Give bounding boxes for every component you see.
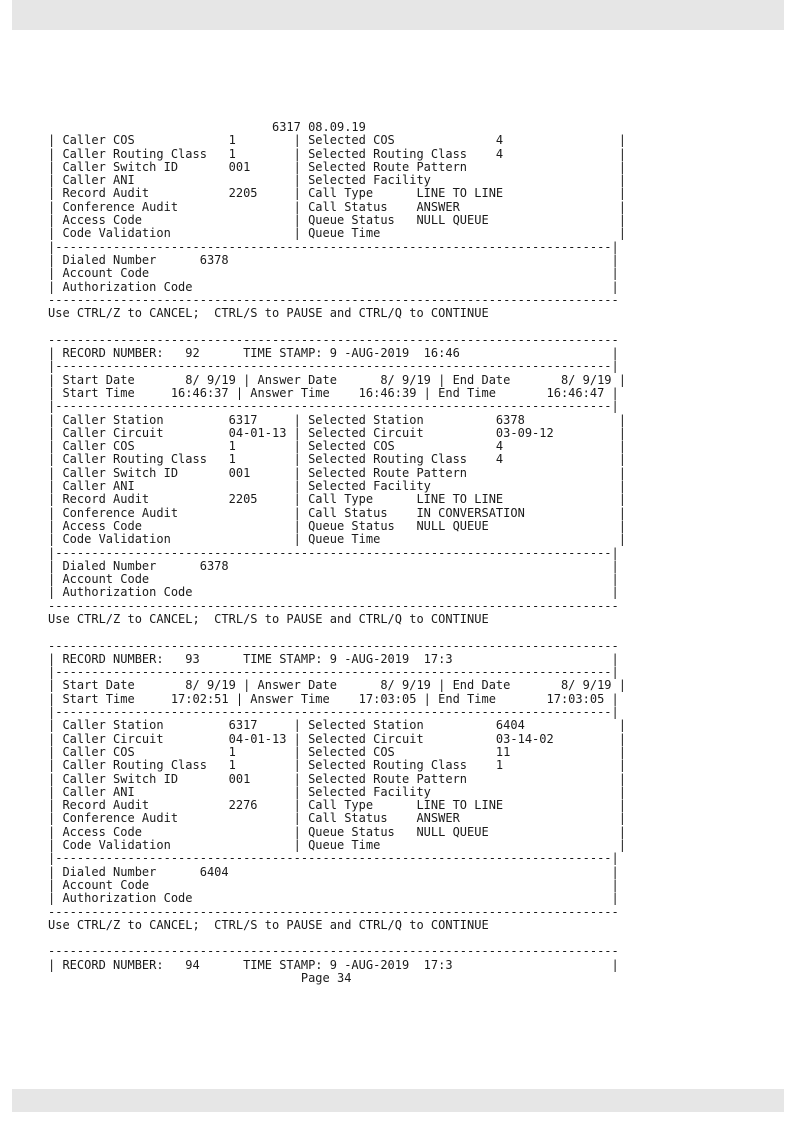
printout-line: | Conference Audit | Call Status ANSWER |: [48, 811, 626, 826]
printout-line: Use CTRL/Z to CANCEL; CTRL/S to PAUSE and CTRL/Q to CONTINUE: [48, 917, 489, 932]
printout-line: | Authorization Code |: [48, 585, 619, 600]
printout-line: | RECORD NUMBER: 92 TIME STAMP: 9 -AUG-2019 16:46 |: [48, 346, 619, 361]
printout-line: | Caller Circuit 04-01-13 | Selected Circuit 03-09-12 |: [48, 425, 626, 440]
printout-line: -------------------------------------------------------------------------------: [48, 598, 619, 613]
printout-line: | Dialed Number 6404 |: [48, 864, 619, 879]
call-record-printout: [48, 121, 626, 985]
printout-line: | Caller COS 1 | Selected COS 4 |: [48, 439, 626, 454]
printout-line: | Caller Station 6317 | Selected Station 6404 |: [48, 718, 626, 733]
printout-line: -------------------------------------------------------------------------------: [48, 292, 619, 307]
printout-line: -------------------------------------------------------------------------------: [48, 904, 619, 919]
printout-line: |-----------------------------------------------------------------------------|: [48, 399, 619, 414]
printout-line: |-----------------------------------------------------------------------------|: [48, 359, 619, 374]
printout-line: | Dialed Number 6378 |: [48, 558, 619, 573]
printout-line: | Account Code |: [48, 266, 619, 281]
printout-line: | Account Code |: [48, 572, 619, 587]
printout-line: -------------------------------------------------------------------------------: [48, 944, 619, 959]
printout-line: | Conference Audit | Call Status ANSWER |: [48, 199, 626, 214]
printout-line: | Caller Routing Class 1 | Selected Routing Class 4 |: [48, 452, 626, 467]
scan-top-band: [12, 0, 784, 30]
printout-line: | Caller Routing Class 1 | Selected Routing Class 1 |: [48, 758, 626, 773]
printout-line: | Access Code | Queue Status NULL QUEUE |: [48, 518, 626, 533]
printout-line: -------------------------------------------------------------------------------: [48, 332, 619, 347]
printout-line: | Caller Circuit 04-01-13 | Selected Circuit 03-14-02 |: [48, 731, 626, 746]
printout-line: | Conference Audit | Call Status IN CONVERSATION |: [48, 505, 626, 520]
printout-line: | Caller Station 6317 | Selected Station 6378 |: [48, 412, 626, 427]
printout-line: | Caller Switch ID 001 | Selected Route Pattern |: [48, 771, 626, 786]
printout-line: 6317 08.09.19: [48, 120, 366, 134]
printout-line: | Caller COS 1 | Selected COS 11 |: [48, 744, 626, 759]
printout-line: | Caller ANI | Selected Facility |: [48, 784, 626, 799]
printout-line: | Record Audit 2205 | Call Type LINE TO LINE |: [48, 186, 626, 201]
printout-line: | Access Code | Queue Status NULL QUEUE |: [48, 213, 626, 228]
printout-line: | Dialed Number 6378 |: [48, 252, 619, 267]
printout-line: | RECORD NUMBER: 93 TIME STAMP: 9 -AUG-2019 17:3 |: [48, 651, 619, 666]
printout-line: | Authorization Code |: [48, 279, 619, 294]
printout-line: | Caller ANI | Selected Facility |: [48, 173, 626, 188]
printout-line: | Caller COS 1 | Selected COS 4 |: [48, 133, 626, 148]
printout-line: |-----------------------------------------------------------------------------|: [48, 851, 619, 866]
printout-line: | Start Date 8/ 9/19 | Answer Date 8/ 9/19 | End Date 8/ 9/19 |: [48, 678, 626, 693]
printout-line: | Code Validation | Queue Time |: [48, 838, 626, 853]
printout-line: |-----------------------------------------------------------------------------|: [48, 239, 619, 254]
printout-line: | Authorization Code |: [48, 891, 619, 906]
printout-line: |-----------------------------------------------------------------------------|: [48, 705, 619, 720]
printout-line: | RECORD NUMBER: 94 TIME STAMP: 9 -AUG-2019 17:3 |: [48, 957, 619, 972]
printout-line: |-----------------------------------------------------------------------------|: [48, 665, 619, 680]
printout-line: | Caller Switch ID 001 | Selected Route Pattern |: [48, 465, 626, 480]
printout-line: | Record Audit 2276 | Call Type LINE TO LINE |: [48, 798, 626, 813]
printout-line: | Record Audit 2205 | Call Type LINE TO LINE |: [48, 492, 626, 507]
printout-line: | Caller ANI | Selected Facility |: [48, 479, 626, 494]
printout-line: | Start Time 17:02:51 | Answer Time 17:03:05 | End Time 17:03:05 |: [48, 691, 619, 706]
printout-line: | Caller Switch ID 001 | Selected Route Pattern |: [48, 159, 626, 174]
printout-line: -------------------------------------------------------------------------------: [48, 638, 619, 653]
printout-line: Page 34: [48, 971, 352, 985]
printout-line: Use CTRL/Z to CANCEL; CTRL/S to PAUSE and CTRL/Q to CONTINUE: [48, 611, 489, 626]
scan-bottom-band: [12, 1089, 784, 1112]
printout-line: | Code Validation | Queue Time |: [48, 532, 626, 547]
printout-line: |-----------------------------------------------------------------------------|: [48, 545, 619, 560]
printout-line: | Start Date 8/ 9/19 | Answer Date 8/ 9/19 | End Date 8/ 9/19 |: [48, 372, 626, 387]
printout-line: | Access Code | Queue Status NULL QUEUE |: [48, 824, 626, 839]
printout-line: | Account Code |: [48, 877, 619, 892]
printout-line: Use CTRL/Z to CANCEL; CTRL/S to PAUSE and CTRL/Q to CONTINUE: [48, 306, 489, 321]
printout-line: | Start Time 16:46:37 | Answer Time 16:46:39 | End Time 16:46:47 |: [48, 385, 619, 400]
printout-line: | Code Validation | Queue Time |: [48, 226, 626, 241]
printout-line: | Caller Routing Class 1 | Selected Routing Class 4 |: [48, 146, 626, 161]
